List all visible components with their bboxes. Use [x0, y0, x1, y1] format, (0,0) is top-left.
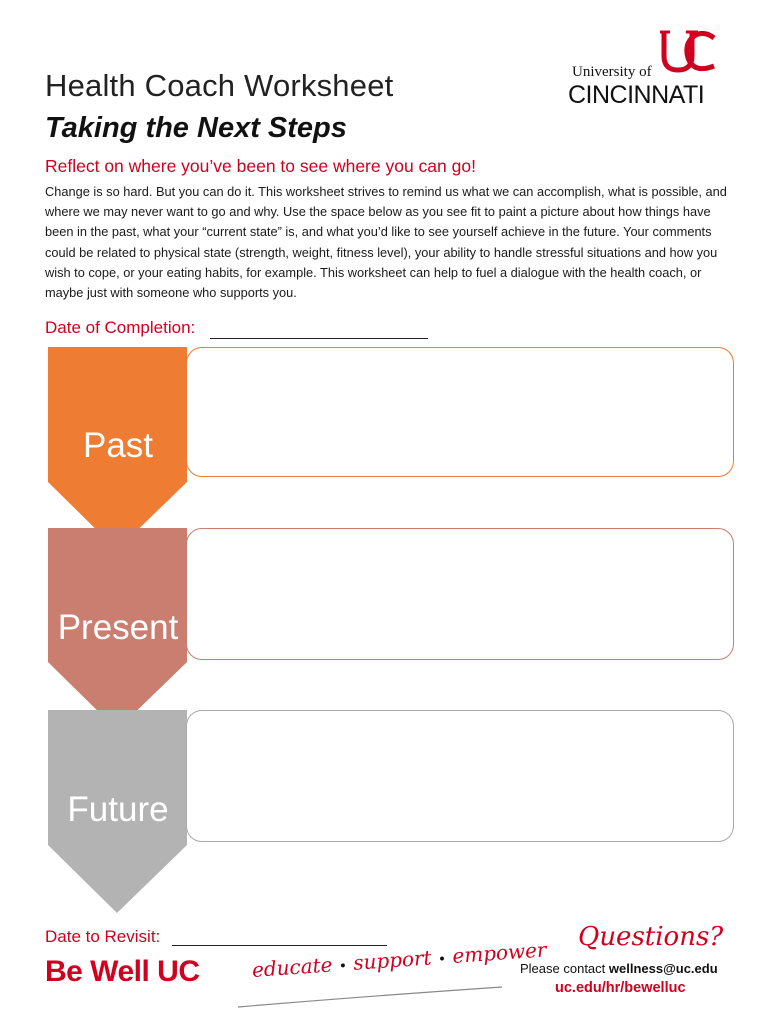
slogan-dot-1: • — [338, 958, 348, 975]
logo-university-text: University of — [572, 64, 652, 80]
page-title: Health Coach Worksheet — [45, 68, 394, 103]
be-well-uc-brand: Be Well UC — [45, 955, 200, 988]
future-entry-box[interactable] — [186, 710, 734, 842]
stage-label-present: Present — [57, 608, 179, 647]
intro-paragraph: Change is so hard. But you can do it. This worksheet strives to remind us what we can accomplish, what is possible, and where we may never want to go and why. Use the space below as you see fit to paint a picture about how things have been in the past, what your “current state” is, and what you’d like to see yourself achieve in the future. Your comments could be related to physical state (strength, weight, fitness level), your ability to handle stressful situations and how you wish to cope, or your eating habits, for example. This worksheet can help to fuel a dialogue with the health coach, or maybe just with someone who supports you. — [45, 184, 727, 301]
past-entry-box[interactable] — [186, 347, 734, 477]
contact-line — [520, 961, 718, 976]
page-subtitle: Taking the Next Steps — [45, 112, 347, 144]
contact-email-link[interactable]: wellness@uc.edu — [608, 961, 718, 976]
slogan-support: support — [352, 945, 433, 975]
stage-label-past: Past — [82, 426, 154, 465]
bewelluc-url-link[interactable]: uc.edu/hr/bewelluc — [555, 980, 686, 996]
revisit-date-field[interactable] — [172, 945, 387, 946]
slogan-swoosh-icon — [236, 985, 506, 1011]
slogan-empower: empower — [451, 937, 548, 968]
slogan-educate: educate — [251, 952, 334, 982]
slogan-dot-2: • — [437, 951, 447, 968]
contact-prefix: Please contact — [520, 961, 609, 976]
revisit-date-label: Date to Revisit: — [45, 927, 161, 946]
questions-heading: Questions? — [578, 922, 724, 952]
logo-cincinnati-text: CINCINNATI — [568, 81, 705, 109]
completion-date-label: Date of Completion: — [45, 318, 196, 337]
present-entry-box[interactable] — [186, 528, 734, 660]
tagline: Reflect on where you’ve been to see where you can go! — [45, 156, 476, 176]
stage-label-future: Future — [67, 790, 169, 829]
